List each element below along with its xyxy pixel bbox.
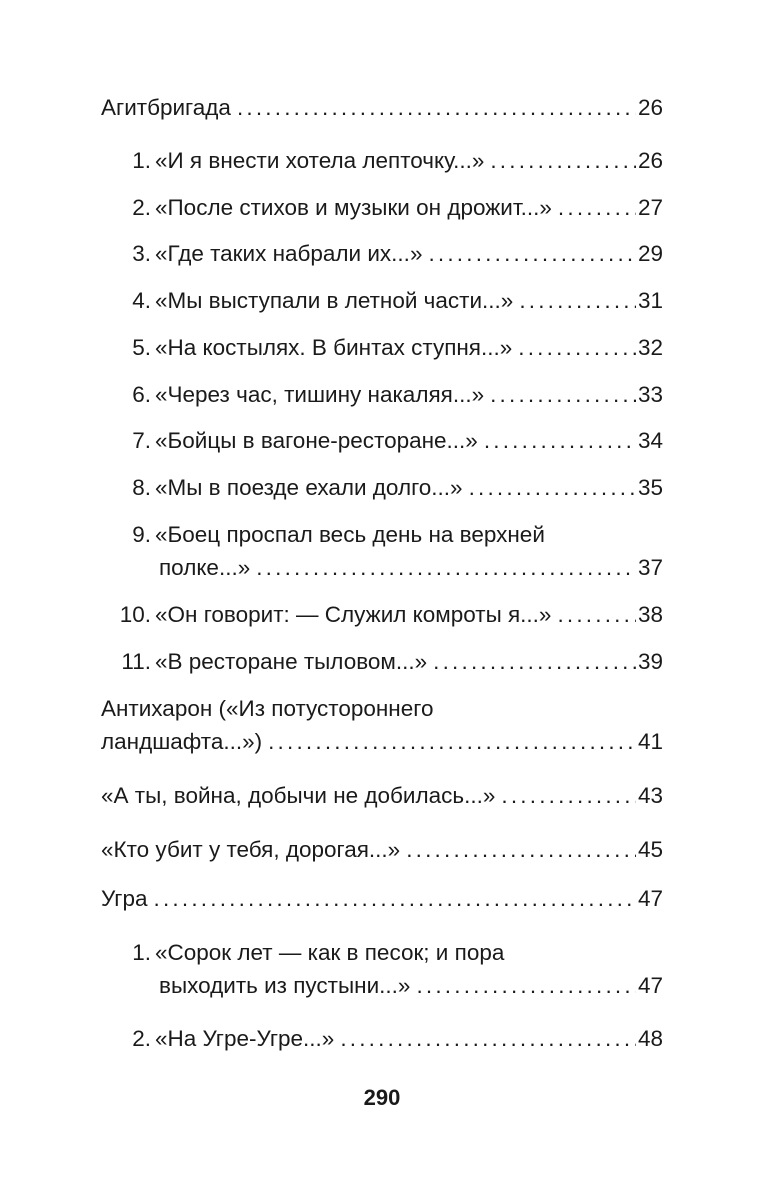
toc-entry-ugra: [101, 884, 663, 914]
toc-subentry: [101, 520, 663, 550]
toc-entry-agitbrigada: [101, 93, 663, 123]
toc-entry-title: «А ты, война, добычи не добилась...»: [101, 783, 496, 808]
toc-subentry-page: 32: [637, 335, 663, 360]
toc-subentry-title: «На костылях. В бинтах ступня...»: [155, 335, 513, 360]
toc-subentry-title-cont: выходить из пустыни...»: [159, 973, 411, 998]
toc-subentry-page: 35: [637, 475, 663, 500]
toc-subentry: [101, 647, 663, 677]
toc-subentry-title: «В ресторане тыловом...»: [155, 649, 428, 674]
toc-entry-title: «Кто убит у тебя, дорогая...»: [101, 837, 401, 862]
toc-entry-title: Угра: [101, 886, 148, 911]
leader-dots: [340, 1024, 636, 1054]
toc-subentry: [101, 473, 663, 503]
toc-entry-page: 41: [637, 729, 663, 754]
leader-dots: [501, 781, 636, 811]
toc-entry-page: 45: [637, 837, 663, 862]
toc-subentry: [101, 426, 663, 456]
toc-subentry-number: 2.: [132, 1026, 151, 1051]
toc-subentry-title: «Бойцы в вагоне-ресторане...»: [155, 428, 478, 453]
toc-entry-title: Антихарон («Из потустороннего: [101, 696, 434, 721]
toc-subentry: [101, 193, 663, 223]
toc-subentry-page: 33: [637, 382, 663, 407]
toc-subentry-number: 9.: [132, 522, 151, 547]
toc-subentry-title: «После стихов и музыки он дрожит...»: [155, 195, 552, 220]
toc-entry-kto-ubit: [101, 835, 663, 865]
toc-subentry-number: 2.: [132, 195, 151, 220]
toc-subentry-title: «Сорок лет — как в песок; и пора: [155, 940, 505, 965]
toc-subentry: [101, 1024, 663, 1054]
toc-subentry-page: 26: [637, 148, 663, 173]
leader-dots: [416, 971, 636, 1001]
toc-subentry-page: 37: [637, 555, 663, 580]
leader-dots: [433, 647, 636, 677]
toc-entry-page: 47: [637, 886, 663, 911]
leader-dots: [256, 553, 636, 583]
toc-subentry-page: 29: [637, 241, 663, 266]
leader-dots: [406, 835, 636, 865]
toc-entry-page: 26: [637, 95, 663, 120]
toc-subentry-page: 39: [637, 649, 663, 674]
toc-entry-antiharon: [101, 694, 663, 724]
toc-subentry-continuation: [101, 971, 663, 1001]
leader-dots: [490, 380, 636, 410]
toc-subentry-number: 1.: [132, 940, 151, 965]
toc-subentry: [101, 239, 663, 269]
leader-dots: [557, 600, 636, 630]
toc-subentry-title: «Мы выступали в летной части...»: [155, 288, 514, 313]
toc-subentry-page: 47: [637, 973, 663, 998]
toc-subentry-number: 5.: [132, 335, 151, 360]
toc-subentry-page: 34: [637, 428, 663, 453]
toc-subentry-number: 4.: [132, 288, 151, 313]
leader-dots: [469, 473, 636, 503]
toc-subentry-number: 8.: [132, 475, 151, 500]
toc-subentry-title: «Через час, тишину накаляя...»: [155, 382, 485, 407]
leader-dots: [428, 239, 636, 269]
toc-subentry-page: 27: [637, 195, 663, 220]
toc-subentry-number: 3.: [132, 241, 151, 266]
toc-subentry-title: «Он говорит: — Служил комроты я...»: [155, 602, 552, 627]
toc-subentry-title: «Боец проспал весь день на верхней: [155, 522, 545, 547]
toc-subentry: [101, 333, 663, 363]
toc-entry-a-ty-voyna: [101, 781, 663, 811]
toc-subentry-page: 48: [637, 1026, 663, 1051]
toc-entry-title: Агитбригада: [101, 95, 231, 120]
leader-dots: [518, 333, 636, 363]
toc-subentry: [101, 938, 663, 968]
toc-subentry: [101, 286, 663, 316]
toc-subentry-page: 38: [637, 602, 663, 627]
toc-subentry-continuation: [101, 553, 663, 583]
toc-subentry: [101, 146, 663, 176]
leader-dots: [484, 426, 636, 456]
toc-subentry-title: «На Угре-Угре...»: [155, 1026, 335, 1051]
leader-dots: [237, 93, 636, 123]
toc-subentry: [101, 600, 663, 630]
leader-dots: [268, 727, 636, 757]
page-number: 290: [363, 1085, 401, 1110]
toc-subentry-title: «И я внести хотела лепточку...»: [155, 148, 485, 173]
toc-subentry-number: 7.: [132, 428, 151, 453]
toc-subentry-page: 31: [637, 288, 663, 313]
leader-dots: [490, 146, 636, 176]
toc-subentry-number: 6.: [132, 382, 151, 407]
toc-subentry-title: «Мы в поезде ехали долго...»: [155, 475, 463, 500]
toc-subentry-number: 10.: [119, 602, 151, 627]
leader-dots: [154, 884, 636, 914]
toc-entry-title-cont: ландшафта...»): [101, 729, 263, 754]
leader-dots: [558, 193, 636, 223]
toc-subentry-number: 1.: [132, 148, 151, 173]
toc-entry-continuation: [101, 727, 663, 757]
toc-subentry-number: 11.: [121, 649, 151, 674]
toc-entry-page: 43: [637, 783, 663, 808]
toc-subentry: [101, 380, 663, 410]
toc-subentry-title-cont: полке...»: [159, 555, 251, 580]
leader-dots: [519, 286, 636, 316]
toc-subentry-title: «Где таких набрали их...»: [155, 241, 423, 266]
